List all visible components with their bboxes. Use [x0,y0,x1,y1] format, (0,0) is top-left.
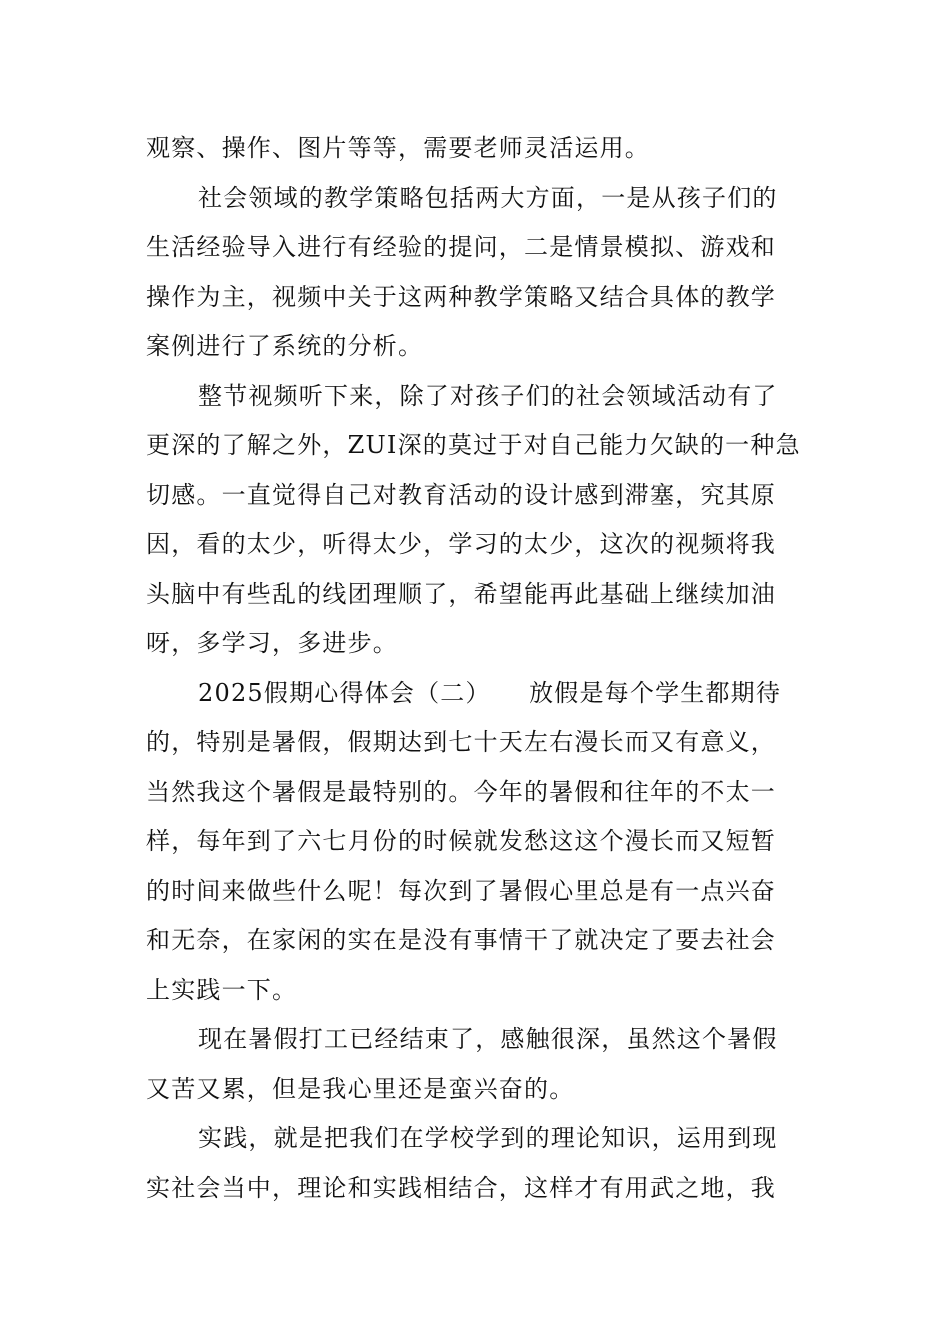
paragraph-3 [146,372,808,669]
text-line: 头脑中有些乱的线团理顺了，希望能再此基础上继续加油 [146,579,776,608]
paragraph-2 [146,174,808,372]
text-line: 样，每年到了六七月份的时候就发愁这这个漫长而又短暂 [146,827,776,855]
text-line: 又苦又累，但是我心里还是蛮兴奋的。 [146,1074,575,1103]
text-line: 2025假期心得体会（二） 放假是每个学生都期待 [198,678,782,707]
text-line: 操作为主，视频中关于这两种教学策略又结合具体的教学 [146,282,776,311]
text-line: 和无奈，在家闲的实在是没有事情干了就决定了要去社会 [146,926,776,954]
text-line: 当然我这个暑假是最特别的。今年的暑假和往年的不太一 [146,777,776,806]
text-line: 现在暑假打工已经结束了，感触很深，虽然这个暑假 [198,1025,778,1053]
text-line: 切感。一直觉得自己对教育活动的设计感到滞塞，究其原 [146,480,776,509]
text-line: 整节视频听下来，除了对孩子们的社会领域活动有了 [198,381,778,410]
text-line: 生活经验导入进行有经验的提问，二是情景模拟、游戏和 [146,233,776,261]
paragraph-5 [146,1015,808,1114]
paragraph-1 [146,124,808,174]
text-line: 更深的了解之外，ZUI深的莫过于对自己能力欠缺的一种急 [146,431,801,459]
paragraph-6 [146,1114,808,1213]
text-line: 案例进行了系统的分析。 [146,332,424,360]
text-line: 的，特别是暑假，假期达到七十天左右漫长而又有意义， [146,728,776,756]
text-line: 呀，多学习，多进步。 [146,629,398,657]
text-line: 社会领域的教学策略包括两大方面，一是从孩子们的 [198,183,778,212]
text-line: 实践，就是把我们在学校学到的理论知识，运用到现 [198,1124,778,1152]
text-line: 因，看的太少，听得太少，学习的太少，这次的视频将我 [146,530,776,558]
text-line: 实社会当中，理论和实践相结合，这样才有用武之地，我 [146,1173,776,1202]
text-line: 观察、操作、图片等等，需要老师灵活运用。 [146,134,650,162]
text-line: 上实践一下。 [146,975,298,1004]
text-line: 的时间来做些什么呢！每次到了暑假心里总是有一点兴奋 [146,876,776,905]
document-body [146,124,808,1213]
paragraph-4 [146,669,808,1016]
